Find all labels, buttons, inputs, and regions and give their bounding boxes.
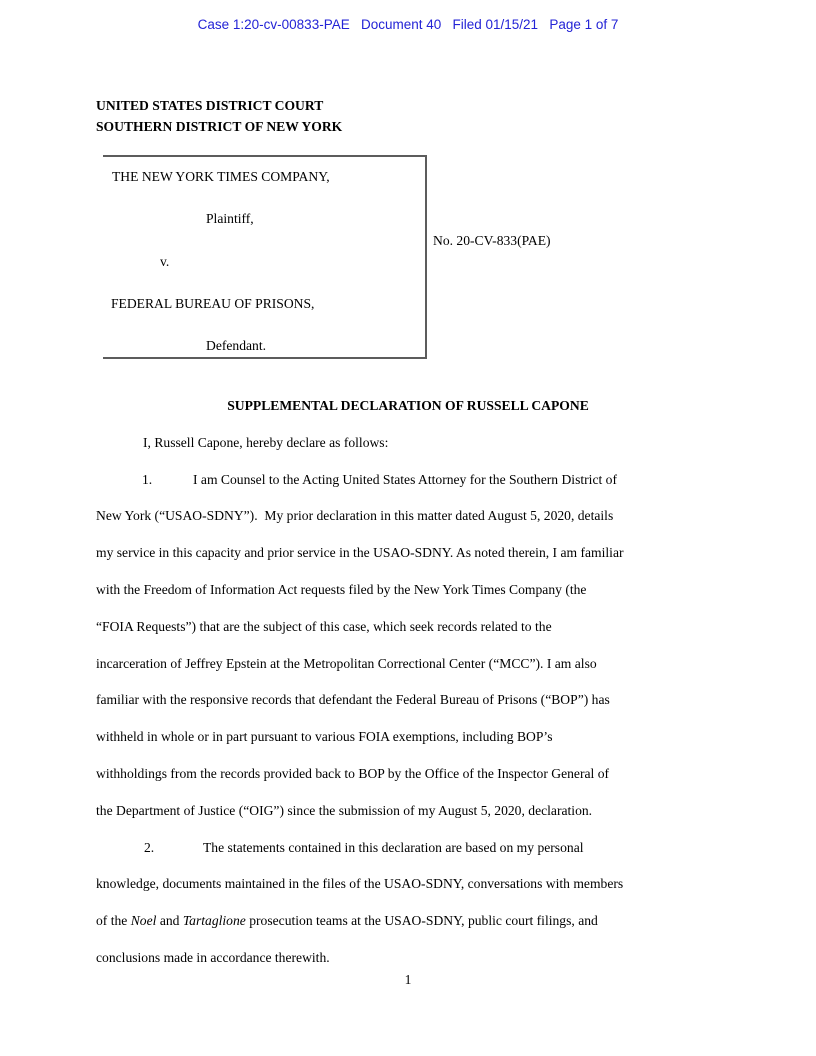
plaintiff-label: Plaintiff, xyxy=(206,211,254,226)
paragraph-1-line: with the Freedom of Information Act requests filed by the New York Times Company (the xyxy=(96,581,587,597)
paragraph-1-line: familiar with the responsive records that defendant the Federal Bureau of Prisons (“BOP”) has xyxy=(96,692,610,708)
document-title: SUPPLEMENTAL DECLARATION OF RUSSELL CAPONE xyxy=(227,398,589,413)
paragraph-1-line: my service in this capacity and prior service in the USAO-SDNY. As noted therein, I am familiar xyxy=(96,545,624,561)
plaintiff-name: THE NEW YORK TIMES COMPANY, xyxy=(112,169,330,184)
paragraph-1-line: “FOIA Requests”) that are the subject of this case, which seek records related to the xyxy=(96,618,552,634)
paragraph-2-number: 2. xyxy=(144,839,155,855)
paragraph-2-text: of the xyxy=(96,913,131,929)
case-caption-box xyxy=(103,155,427,359)
case-number: No. 20-CV-833(PAE) xyxy=(433,233,551,248)
case-name-noel: Noel xyxy=(130,913,157,929)
paragraph-2-line: knowledge, documents maintained in the files of the USAO-SDNY, conversations with members xyxy=(96,876,624,892)
court-name-line: UNITED STATES DISTRICT COURT xyxy=(96,98,324,113)
paragraph-1-line xyxy=(96,462,720,499)
pacer-stamp-header: Case 1:20-cv-00833-PAE Document 40 Filed 01/15/21 Page 1 of 7 xyxy=(197,17,619,32)
paragraph-1-number: 1. xyxy=(142,471,153,487)
paragraph-1-line: withheld in whole or in part pursuant to various FOIA exemptions, including BOP’s xyxy=(96,729,553,745)
defendant-name: FEDERAL BUREAU OF PRISONS, xyxy=(111,296,315,311)
paragraph-2-line xyxy=(96,903,720,940)
paragraph-2-text: The statements contained in this declaration are based on my personal xyxy=(203,839,584,855)
paragraph-1-text: I am Counsel to the Acting United States Attorney for the Southern District of xyxy=(193,471,617,487)
court-district-line: SOUTHERN DISTRICT OF NEW YORK xyxy=(96,119,343,134)
page-number: 1 xyxy=(404,972,412,987)
paragraph-2-line: conclusions made in accordance therewith. xyxy=(96,949,330,965)
paragraph-1-line: withholdings from the records provided back to BOP by the Office of the Inspector General of xyxy=(96,765,610,781)
case-name-tartaglione: Tartaglione xyxy=(182,913,246,929)
paragraph-1-line: New York (“USAO-SDNY”). My prior declaration in this matter dated August 5, 2020, details xyxy=(96,508,614,524)
versus-label: v. xyxy=(160,254,170,269)
paragraph-2-line xyxy=(96,830,720,867)
defendant-label: Defendant. xyxy=(206,338,267,353)
paragraph-2-text: and xyxy=(156,913,183,929)
declaration-intro: I, Russell Capone, hereby declare as follows: xyxy=(143,434,389,450)
declaration-body xyxy=(96,388,720,977)
paragraph-2-text: prosecution teams at the USAO-SDNY, public court filings, and xyxy=(245,913,598,929)
paragraph-1-line: incarceration of Jeffrey Epstein at the Metropolitan Correctional Center (“MCC”). I am also xyxy=(96,655,597,671)
paragraph-1-line: the Department of Justice (“OIG”) since the submission of my August 5, 2020, declaration. xyxy=(96,802,593,818)
